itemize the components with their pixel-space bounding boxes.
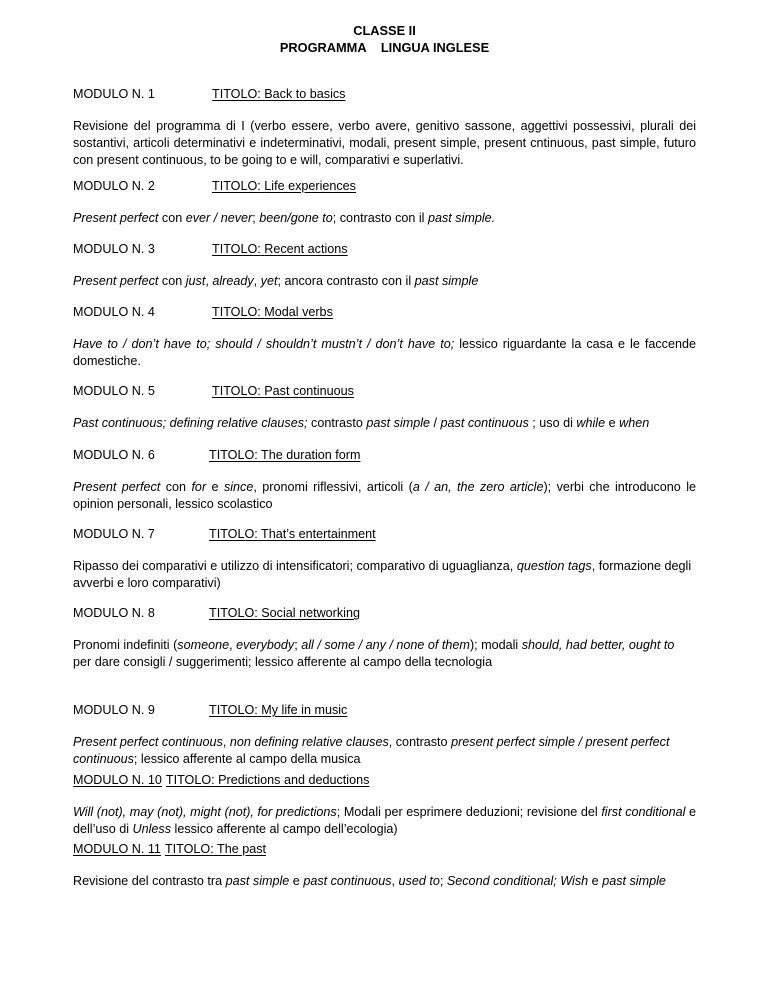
module-3: [73, 241, 696, 290]
italic-term: ever / never: [185, 211, 253, 225]
italic-term: Present perfect continuous: [73, 735, 223, 749]
italic-term: should, had better, ought to: [521, 638, 675, 652]
italic-term: question tags: [516, 559, 592, 573]
italic-term: Will (not), may (not), might (not), for predictions: [73, 805, 337, 819]
italic-term: Have to / don’t have to; should / shouldn’t mustn’t / don’t have to;: [73, 337, 455, 351]
module-title-text: Social networking: [261, 606, 360, 620]
document-header: [73, 22, 696, 56]
italic-term: used to: [398, 874, 440, 888]
module-2: [73, 178, 696, 227]
program-label: PROGRAMMA: [279, 40, 367, 55]
module-number: MODULO N. 1: [73, 87, 155, 101]
module-description: [73, 479, 696, 513]
italic-term: first conditional: [601, 805, 686, 819]
module-1: [73, 86, 696, 169]
module-number: MODULO N. 8: [73, 606, 155, 620]
module-header: [73, 86, 696, 103]
module-title-text: The duration form: [261, 448, 361, 462]
description-text: , contrasto: [388, 735, 452, 749]
description-text: Revisione del programma di I (verbo essere, verbo avere, genitivo sassone, aggettivi possessivi, plurali dei sostantivi, articoli determinativi e indeterminativi, modali, present simple, present cntinuous, past simple, futuro con present continuous, to be going to e will, comparativi e superlativi.: [73, 119, 696, 167]
description-text: e dell’uso di: [73, 805, 697, 836]
description-text: ; Modali per esprimere deduzioni; revisione del: [336, 805, 602, 819]
italic-term: a / an, the zero article: [412, 480, 544, 494]
description-text: con: [160, 480, 192, 494]
description-text: , pronomi riflessivi, articoli (: [253, 480, 413, 494]
description-text: ,: [222, 735, 230, 749]
module-description: [73, 415, 696, 432]
description-text: Pronomi indefiniti (: [73, 638, 178, 652]
description-text: per dare consigli / suggerimenti; lessico afferente al campo della tecnologia: [73, 655, 493, 669]
module-title: [212, 383, 354, 400]
module-title-label: TITOLO:: [212, 305, 261, 319]
italic-term: someone: [177, 638, 230, 652]
italic-term: past simple: [414, 274, 479, 288]
description-text: , formazione degli avverbi e loro comparativi): [73, 559, 692, 590]
module-title-text: Recent actions: [264, 242, 348, 256]
module-description: [73, 210, 696, 227]
module-header: [73, 383, 696, 400]
module-title: [212, 86, 345, 103]
module-8: [73, 605, 696, 671]
module-description: [73, 637, 696, 671]
module-11: [73, 841, 696, 890]
module-number: MODULO N. 3: [73, 242, 155, 256]
italic-term: past simple: [366, 416, 431, 430]
module-header: [73, 841, 696, 858]
module-header: [73, 447, 696, 464]
module-5: [73, 383, 696, 432]
module-title-label: TITOLO:: [212, 384, 261, 398]
module-number: MODULO N. 7: [73, 527, 155, 541]
module-description: [73, 734, 696, 768]
module-title-label: TITOLO:: [212, 242, 261, 256]
module-title: [212, 304, 333, 321]
description-text: e: [206, 480, 224, 494]
module-header: [73, 178, 696, 195]
description-text: e: [605, 416, 620, 430]
module-title: [209, 605, 360, 622]
italic-term: Past continuous; defining relative clauses;: [73, 416, 308, 430]
italic-term: everybody: [236, 638, 295, 652]
module-7: [73, 526, 696, 592]
italic-term: for: [191, 480, 207, 494]
module-9: [73, 702, 696, 768]
italic-term: just: [185, 274, 206, 288]
italic-term: non defining relative clauses: [229, 735, 389, 749]
description-text: ,: [391, 874, 399, 888]
module-description: [73, 273, 696, 290]
module-number: MODULO N. 10: [73, 773, 162, 787]
module-description: [73, 558, 696, 592]
module-title-text: Life experiences: [264, 179, 356, 193]
module-title-text: Modal verbs: [264, 305, 333, 319]
module-title: [165, 842, 266, 856]
description-text: e: [588, 874, 603, 888]
italic-term: already: [212, 274, 254, 288]
italic-term: yet: [260, 274, 278, 288]
module-title: [166, 773, 370, 787]
italic-term: when: [619, 416, 650, 430]
module-title-label: TITOLO:: [209, 448, 258, 462]
italic-term: Present perfect: [73, 274, 159, 288]
module-description: [73, 873, 696, 890]
italic-term: past continuous: [440, 416, 529, 430]
module-4: [73, 304, 696, 370]
module-title-text: The past: [217, 842, 267, 856]
description-text: ;: [439, 874, 447, 888]
module-number: MODULO N. 9: [73, 703, 155, 717]
module-title: [209, 526, 376, 543]
italic-term: Present perfect: [73, 211, 159, 225]
module-title: [212, 241, 348, 258]
module-title-label: TITOLO:: [165, 773, 215, 787]
module-title: [209, 447, 360, 464]
description-text: ; ancora contrasto con il: [277, 274, 415, 288]
italic-term: all / some / any / none of them: [301, 638, 470, 652]
module-number: MODULO N. 6: [73, 448, 155, 462]
module-header: [73, 241, 696, 258]
description-text: lessico afferente al campo dell’ecologia): [171, 822, 398, 836]
description-text: ,: [205, 274, 213, 288]
class-heading: CLASSE II: [353, 23, 416, 38]
module-title-label: TITOLO:: [209, 606, 258, 620]
module-title-text: Back to basics: [264, 87, 346, 101]
description-text: contrasto: [307, 416, 367, 430]
module-title-label: TITOLO:: [212, 87, 261, 101]
module-6: [73, 447, 696, 513]
description-text: ; contrasto con il: [332, 211, 428, 225]
description-text: lessico riguardante la casa e le faccende domestiche.: [73, 337, 696, 368]
italic-term: past simple: [225, 874, 290, 888]
module-title-label: TITOLO:: [209, 703, 258, 717]
description-text: con: [158, 211, 186, 225]
description-text: ); verbi che introducono le opinion personali, lessico scolastico: [73, 480, 696, 511]
module-number: MODULO N. 11: [73, 842, 161, 856]
description-text: e: [289, 874, 304, 888]
italic-term: Present perfect: [73, 480, 161, 494]
description-text: ;: [252, 211, 260, 225]
module-header: [73, 772, 696, 789]
module-description: [73, 118, 696, 169]
module-header: [73, 702, 696, 719]
module-description: [73, 336, 696, 370]
description-text: con: [158, 274, 186, 288]
module-description: [73, 804, 696, 838]
description-text: Ripasso dei comparativi e utilizzo di intensificatori; comparativo di uguaglianza,: [73, 559, 517, 573]
module-title-text: That’s entertainment: [261, 527, 376, 541]
description-text: ;: [294, 638, 302, 652]
module-10: [73, 772, 696, 838]
italic-term: present perfect simple / present perfect continuous: [73, 735, 670, 766]
module-title-text: Past continuous: [264, 384, 354, 398]
subject-label: LINGUA INGLESE: [380, 40, 490, 55]
italic-term: been/gone to: [259, 211, 333, 225]
module-title-text: My life in music: [261, 703, 348, 717]
module-title-label: TITOLO:: [164, 842, 214, 856]
description-text: ); modali: [469, 638, 522, 652]
module-number: MODULO N. 4: [73, 305, 155, 319]
module-title: [209, 702, 347, 719]
module-title-label: TITOLO:: [209, 527, 258, 541]
description-text: ; lessico afferente al campo della musica: [133, 752, 361, 766]
module-header: [73, 526, 696, 543]
description-text: ,: [253, 274, 261, 288]
italic-term: Second conditional; Wish: [446, 874, 589, 888]
italic-term: while: [576, 416, 606, 430]
module-title: [212, 178, 356, 195]
module-title-text: Predictions and deductions: [218, 773, 370, 787]
module-header: [73, 605, 696, 622]
module-number: MODULO N. 2: [73, 179, 155, 193]
description-text: ; uso di: [528, 416, 577, 430]
module-header: [73, 304, 696, 321]
italic-term: past continuous: [303, 874, 392, 888]
italic-term: Unless: [132, 822, 172, 836]
italic-term: past simple.: [427, 211, 496, 225]
italic-term: past simple: [602, 874, 666, 888]
module-title-label: TITOLO:: [212, 179, 261, 193]
italic-term: since: [223, 480, 254, 494]
program-heading: [73, 39, 696, 56]
description-text: ,: [229, 638, 237, 652]
module-number: MODULO N. 5: [73, 384, 155, 398]
description-text: /: [430, 416, 441, 430]
description-text: Revisione del contrasto tra: [73, 874, 226, 888]
